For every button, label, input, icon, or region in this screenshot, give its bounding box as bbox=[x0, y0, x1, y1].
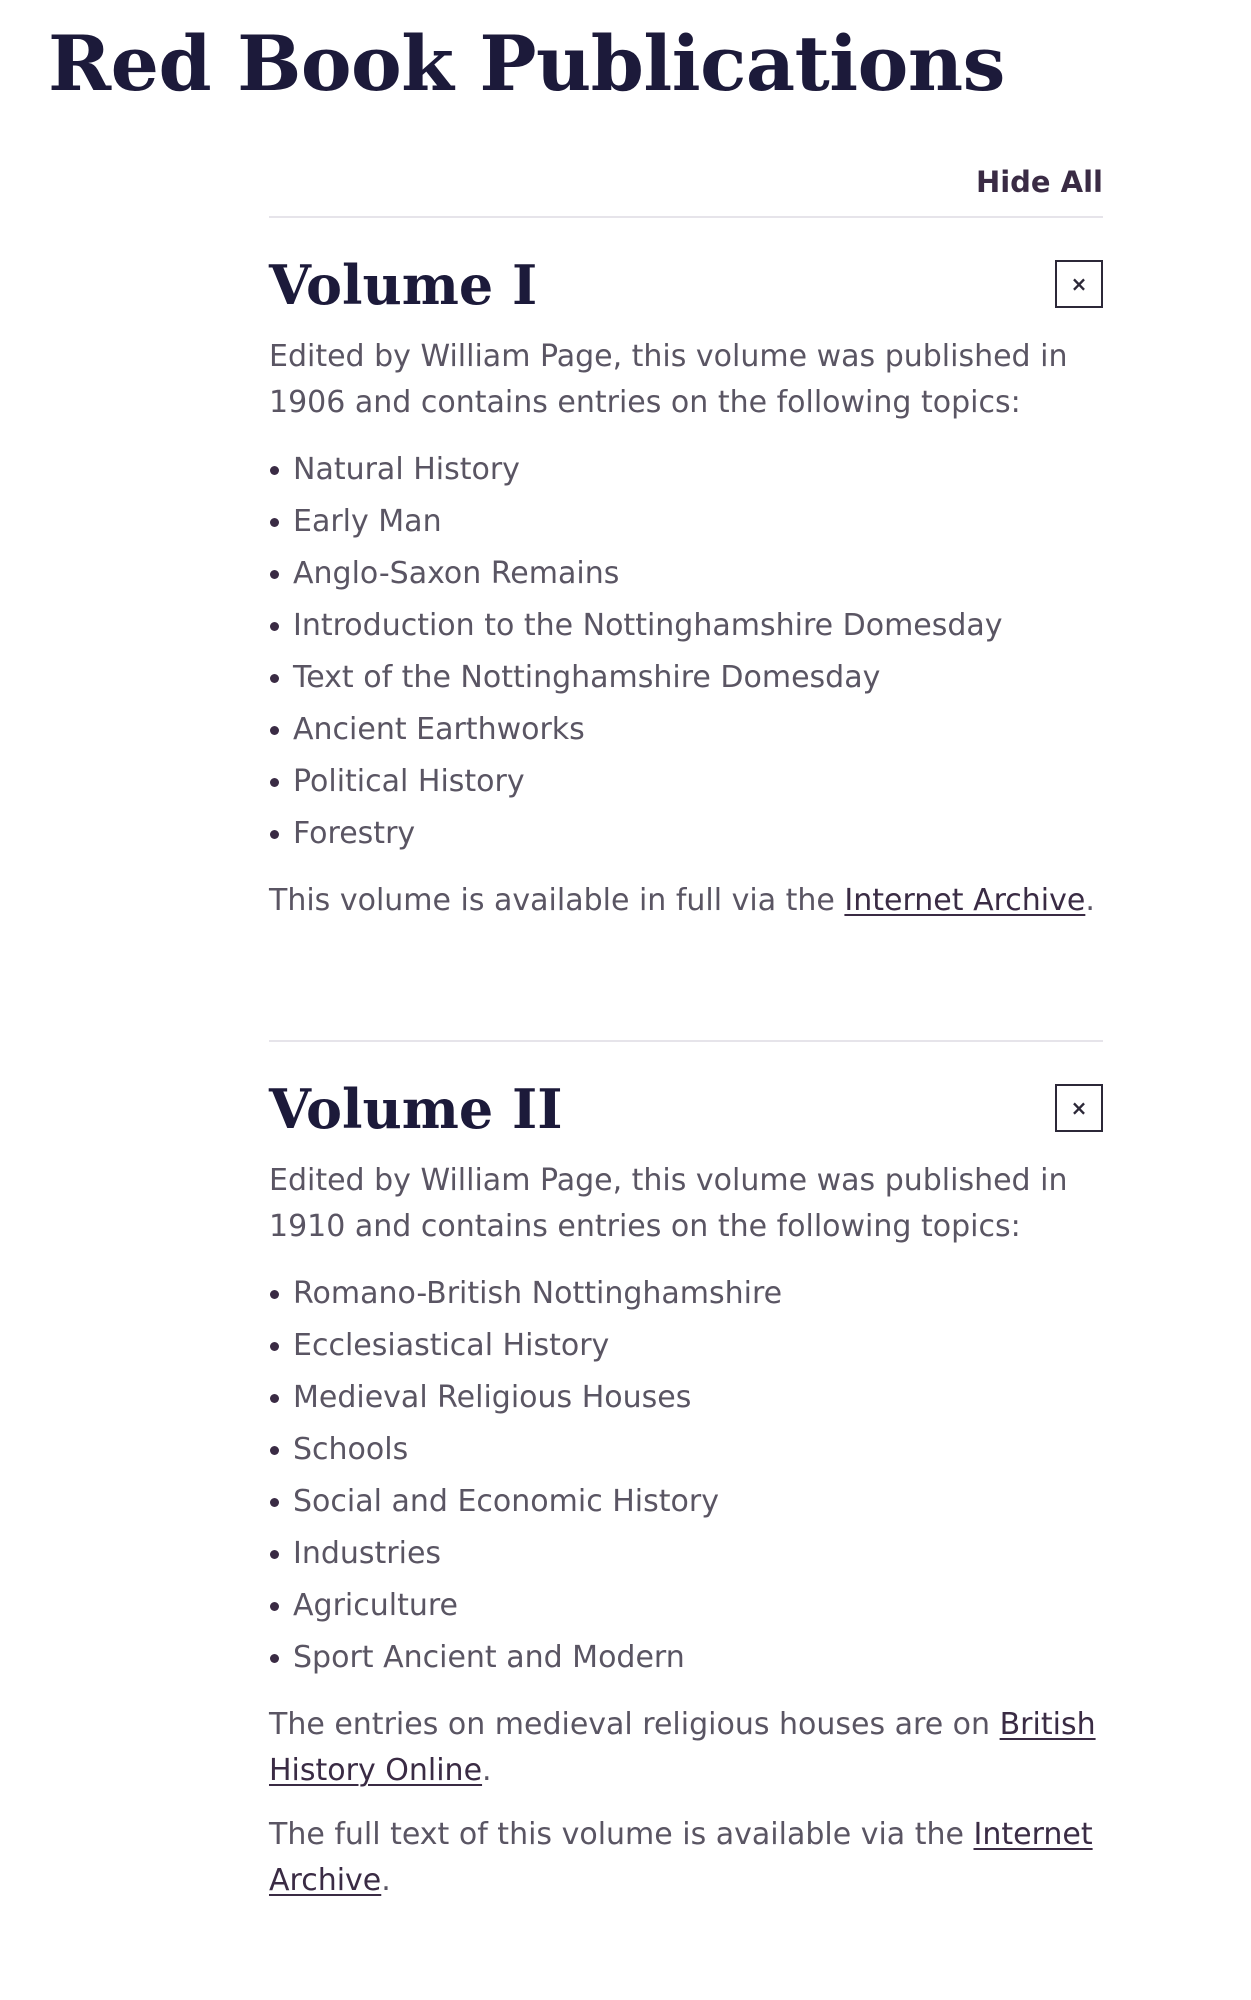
close-icon: × bbox=[1070, 1096, 1088, 1120]
topic-item: Anglo-Saxon Remains bbox=[269, 548, 1103, 600]
internet-archive-link[interactable]: Internet Archive bbox=[844, 883, 1086, 918]
topic-item: Schools bbox=[269, 1424, 1103, 1476]
topic-item: Social and Economic History bbox=[269, 1476, 1103, 1528]
topic-item: Text of the Nottinghamshire Domesday bbox=[269, 652, 1103, 704]
close-volume-button[interactable] bbox=[1055, 260, 1103, 308]
availability-suffix: . bbox=[381, 1863, 391, 1898]
topic-item: Early Man bbox=[269, 496, 1103, 548]
hide-all-button[interactable]: Hide All bbox=[975, 165, 1103, 199]
close-icon: × bbox=[1070, 272, 1088, 296]
volume-section-2 bbox=[269, 1040, 1103, 1904]
publications-content bbox=[269, 160, 1103, 1922]
topic-item: Ancient Earthworks bbox=[269, 704, 1103, 756]
internet-archive-link[interactable]: Internet Archive bbox=[269, 1817, 1093, 1898]
page-title: Red Book Publications bbox=[48, 19, 1005, 108]
topic-item: Industries bbox=[269, 1528, 1103, 1580]
topic-item: Forestry bbox=[269, 808, 1103, 860]
availability-suffix: . bbox=[1085, 883, 1095, 918]
religious-houses-text bbox=[269, 1702, 1103, 1794]
topic-list bbox=[269, 444, 1103, 860]
availability-text bbox=[269, 1812, 1103, 1904]
topic-item: Agriculture bbox=[269, 1580, 1103, 1632]
volume-intro: Edited by William Page, this volume was published in 1910 and contains entries on the following topics: bbox=[269, 1163, 1068, 1244]
topic-item: Medieval Religious Houses bbox=[269, 1372, 1103, 1424]
volume-title: Volume I bbox=[269, 253, 538, 317]
religious-houses-suffix: . bbox=[482, 1753, 492, 1788]
topic-list bbox=[269, 1268, 1103, 1684]
topic-item: Sport Ancient and Modern bbox=[269, 1632, 1103, 1684]
topic-item: Ecclesiastical History bbox=[269, 1320, 1103, 1372]
volume-title: Volume II bbox=[269, 1077, 563, 1141]
hide-all-row bbox=[269, 160, 1103, 218]
volume-header bbox=[269, 1077, 1103, 1158]
religious-houses-prefix: The entries on medieval religious houses are on bbox=[269, 1707, 1000, 1742]
volume-intro: Edited by William Page, this volume was published in 1906 and contains entries on the following topics: bbox=[269, 339, 1068, 420]
topic-item: Political History bbox=[269, 756, 1103, 808]
topic-item: Introduction to the Nottinghamshire Domesday bbox=[269, 600, 1103, 652]
volume-header bbox=[269, 253, 1103, 334]
topic-item: Romano-British Nottinghamshire bbox=[269, 1268, 1103, 1320]
availability-prefix: This volume is available in full via the bbox=[269, 883, 845, 918]
availability-text bbox=[269, 878, 1103, 924]
availability-prefix: The full text of this volume is available via the bbox=[269, 1817, 974, 1852]
british-history-online-link[interactable]: British History Online bbox=[269, 1707, 1096, 1788]
topic-item: Natural History bbox=[269, 444, 1103, 496]
close-volume-button[interactable] bbox=[1055, 1084, 1103, 1132]
volume-section-1 bbox=[269, 218, 1103, 924]
